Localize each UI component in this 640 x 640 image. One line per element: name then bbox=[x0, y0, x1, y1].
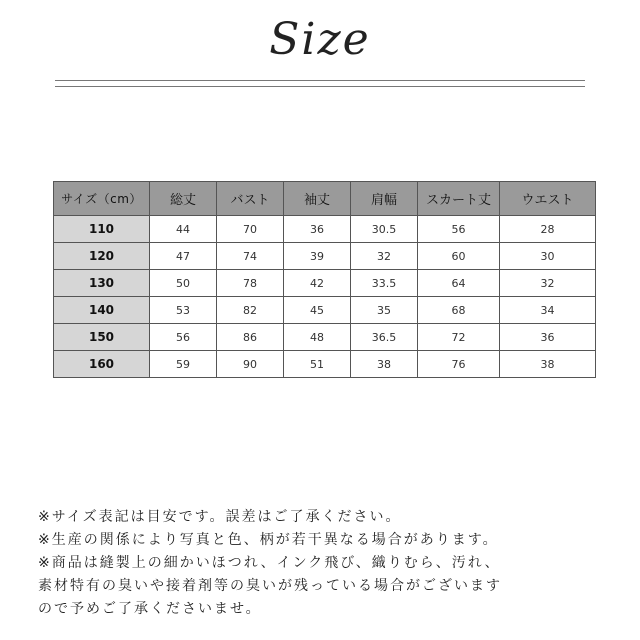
table-cell: 47 bbox=[150, 243, 217, 270]
header-total-length: 総丈 bbox=[150, 182, 217, 216]
table-cell: 70 bbox=[217, 216, 284, 243]
table-cell: 45 bbox=[284, 297, 351, 324]
table-row bbox=[54, 216, 596, 243]
table-cell: 36.5 bbox=[351, 324, 418, 351]
table-cell: 51 bbox=[284, 351, 351, 378]
table-cell: 68 bbox=[418, 297, 500, 324]
table-cell: 38 bbox=[351, 351, 418, 378]
header-bust: バスト bbox=[217, 182, 284, 216]
page-title: Size bbox=[269, 14, 371, 65]
size-label: 120 bbox=[54, 243, 150, 270]
table-cell: 74 bbox=[217, 243, 284, 270]
table-header-row bbox=[54, 182, 596, 216]
table-row bbox=[54, 351, 596, 378]
note-line: ※商品は縫製上の細かいほつれ、インク飛び、織りむら、汚れ、 bbox=[38, 555, 501, 571]
size-label: 150 bbox=[54, 324, 150, 351]
header-size-cm: サイズ（cm） bbox=[54, 182, 150, 216]
notes-block bbox=[38, 506, 608, 621]
table-cell: 32 bbox=[351, 243, 418, 270]
table-cell: 35 bbox=[351, 297, 418, 324]
size-label: 110 bbox=[54, 216, 150, 243]
size-label: 140 bbox=[54, 297, 150, 324]
table-row bbox=[54, 324, 596, 351]
table-cell: 33.5 bbox=[351, 270, 418, 297]
table-cell: 60 bbox=[418, 243, 500, 270]
table-cell: 56 bbox=[150, 324, 217, 351]
table-cell: 42 bbox=[284, 270, 351, 297]
note-line: ※生産の関係により写真と色、柄が若干異なる場合があります。 bbox=[38, 532, 499, 548]
table-cell: 50 bbox=[150, 270, 217, 297]
size-label: 130 bbox=[54, 270, 150, 297]
table-row bbox=[54, 270, 596, 297]
table-cell: 36 bbox=[284, 216, 351, 243]
table-cell: 53 bbox=[150, 297, 217, 324]
table-cell: 64 bbox=[418, 270, 500, 297]
header-sleeve-length: 袖丈 bbox=[284, 182, 351, 216]
title-divider-lower bbox=[55, 86, 585, 87]
table-cell: 59 bbox=[150, 351, 217, 378]
table-cell: 82 bbox=[217, 297, 284, 324]
table-cell: 39 bbox=[284, 243, 351, 270]
header-waist: ウエスト bbox=[500, 182, 596, 216]
table-cell: 56 bbox=[418, 216, 500, 243]
table-row bbox=[54, 243, 596, 270]
table-cell: 78 bbox=[217, 270, 284, 297]
table-cell: 44 bbox=[150, 216, 217, 243]
table-cell: 38 bbox=[500, 351, 596, 378]
header-skirt-length: スカート丈 bbox=[418, 182, 500, 216]
title-divider-upper bbox=[55, 80, 585, 81]
table-cell: 32 bbox=[500, 270, 596, 297]
size-label: 160 bbox=[54, 351, 150, 378]
note-line: ので予めご了承くださいませ。 bbox=[38, 601, 262, 617]
table-cell: 28 bbox=[500, 216, 596, 243]
table-cell: 34 bbox=[500, 297, 596, 324]
table-cell: 30 bbox=[500, 243, 596, 270]
table-cell: 72 bbox=[418, 324, 500, 351]
note-line: ※サイズ表記は目安です。誤差はご了承ください。 bbox=[38, 509, 402, 525]
table-cell: 30.5 bbox=[351, 216, 418, 243]
size-table bbox=[53, 181, 596, 378]
table-cell: 76 bbox=[418, 351, 500, 378]
note-line: 素材特有の臭いや接着剤等の臭いが残っている場合がございます bbox=[38, 578, 502, 594]
header-shoulder-width: 肩幅 bbox=[351, 182, 418, 216]
table-cell: 48 bbox=[284, 324, 351, 351]
table-cell: 86 bbox=[217, 324, 284, 351]
table-row bbox=[54, 297, 596, 324]
table-cell: 36 bbox=[500, 324, 596, 351]
table-cell: 90 bbox=[217, 351, 284, 378]
